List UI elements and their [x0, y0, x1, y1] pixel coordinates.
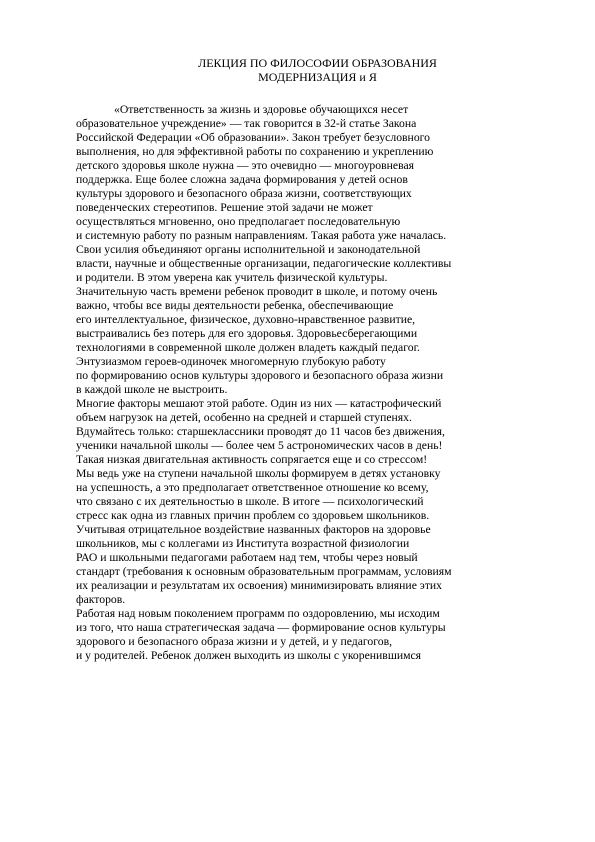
body-line: объем нагрузок на детей, особенно на средней и старшей ступенях. — [76, 411, 412, 424]
body-line: на успешность, а это предполагает ответственное отношение ко всему, — [76, 481, 429, 494]
body-line: важно, чтобы все виды деятельности ребенка, обеспечивающие — [76, 299, 394, 312]
body-line: в каждой школе не выстроить. — [76, 383, 228, 396]
body-line: осуществляться мгновенно, оно предполагает последовательную — [76, 215, 401, 228]
body-line: Свои усилия объединяют органы исполнительной и законодательной — [76, 243, 421, 256]
document-title-line-2: МОДЕРНИЗАЦИЯ и Я — [258, 70, 377, 84]
body-line: здорового и безопасного образа жизни и у детей, и у педагогов, — [76, 635, 393, 648]
body-line: Вдумайтесь только: старшеклассники проводят до 11 часов без движения, — [76, 425, 445, 438]
body-line: и родители. В этом уверена как учитель физической культуры. — [76, 271, 388, 284]
body-line: факторов. — [76, 593, 126, 606]
body-line: Работая над новым поколением программ по оздоровлению, мы исходим — [76, 607, 440, 620]
body-line: поддержка. Еще более сложна задача формирования у детей основ — [76, 173, 408, 186]
body-line: образовательное учреждение» — так говорится в 32-й статье Закона — [76, 117, 417, 130]
body-line: по формированию основ культуры здорового и безопасного образа жизни — [76, 369, 444, 382]
body-line: технологиями в современной школе должен владеть каждый педагог. — [76, 341, 420, 354]
body-line: из того, что наша стратегическая задача — формирование основ культуры — [76, 621, 446, 634]
body-line: Российской Федерации «Об образовании». Закон требует безусловного — [76, 131, 431, 144]
body-line: школьников, мы с коллегами из Института возрастной физиологии — [76, 537, 410, 550]
body-line: детского здоровья школе нужна — это очевидно — многоуровневая — [76, 159, 415, 172]
body-line: ученики начальной школы — более чем 5 астрономических часов в день! — [76, 439, 443, 452]
body-line: выполнения, но для эффективной работы по сохранению и укреплению — [76, 145, 434, 158]
document-title-line-1: ЛЕКЦИЯ ПО ФИЛОСОФИИ ОБРАЗОВАНИЯ — [198, 56, 437, 70]
body-line: поведенческих стереотипов. Решение этой задачи не может — [76, 201, 373, 214]
body-line: «Ответственность за жизнь и здоровье обучающихся несет — [114, 103, 409, 116]
body-line: выстраивались без потерь для его здоровья. Здоровьесберегающими — [76, 327, 418, 340]
body-line: Многие факторы мешают этой работе. Один из них — катастрофический — [76, 397, 442, 410]
body-line: их реализации и результатам их освоения) минимизировать влияние этих — [76, 579, 443, 592]
body-line: Такая низкая двигательная активность сопрягается еще и со стрессом! — [76, 453, 428, 466]
body-line: культуры здорового и безопасного образа жизни, соответствующих — [76, 187, 412, 200]
body-line: стандарт (требования к основным образовательным программам, условиям — [76, 565, 452, 578]
body-line: что связано с их деятельностью в школе. В итоге — психологический — [76, 495, 424, 508]
body-line: власти, научные и общественные организации, педагогические коллективы — [76, 257, 452, 270]
body-line: Энтузиазмом героев-одиночек многомерную глубокую работу — [76, 355, 386, 368]
body-line: Мы ведь уже на ступени начальной школы формируем в детях установку — [76, 467, 441, 480]
body-line: Значительную часть времени ребенок проводит в школе, и потому очень — [76, 285, 438, 298]
body-line: Учитывая отрицательное воздействие названных факторов на здоровье — [76, 523, 431, 536]
body-line: стресс как одна из главных причин проблем со здоровьем школьников. — [76, 509, 430, 522]
body-line: РАО и школьными педагогами работаем над тем, чтобы через новый — [76, 551, 418, 564]
body-line: и системную работу по разным направлениям. Такая работа уже началась. — [76, 229, 447, 242]
body-line: и у родителей. Ребенок должен выходить из школы с укоренившимся — [76, 649, 422, 662]
body-line: его интеллектуальное, физическое, духовно-нравственное развитие, — [76, 313, 416, 326]
